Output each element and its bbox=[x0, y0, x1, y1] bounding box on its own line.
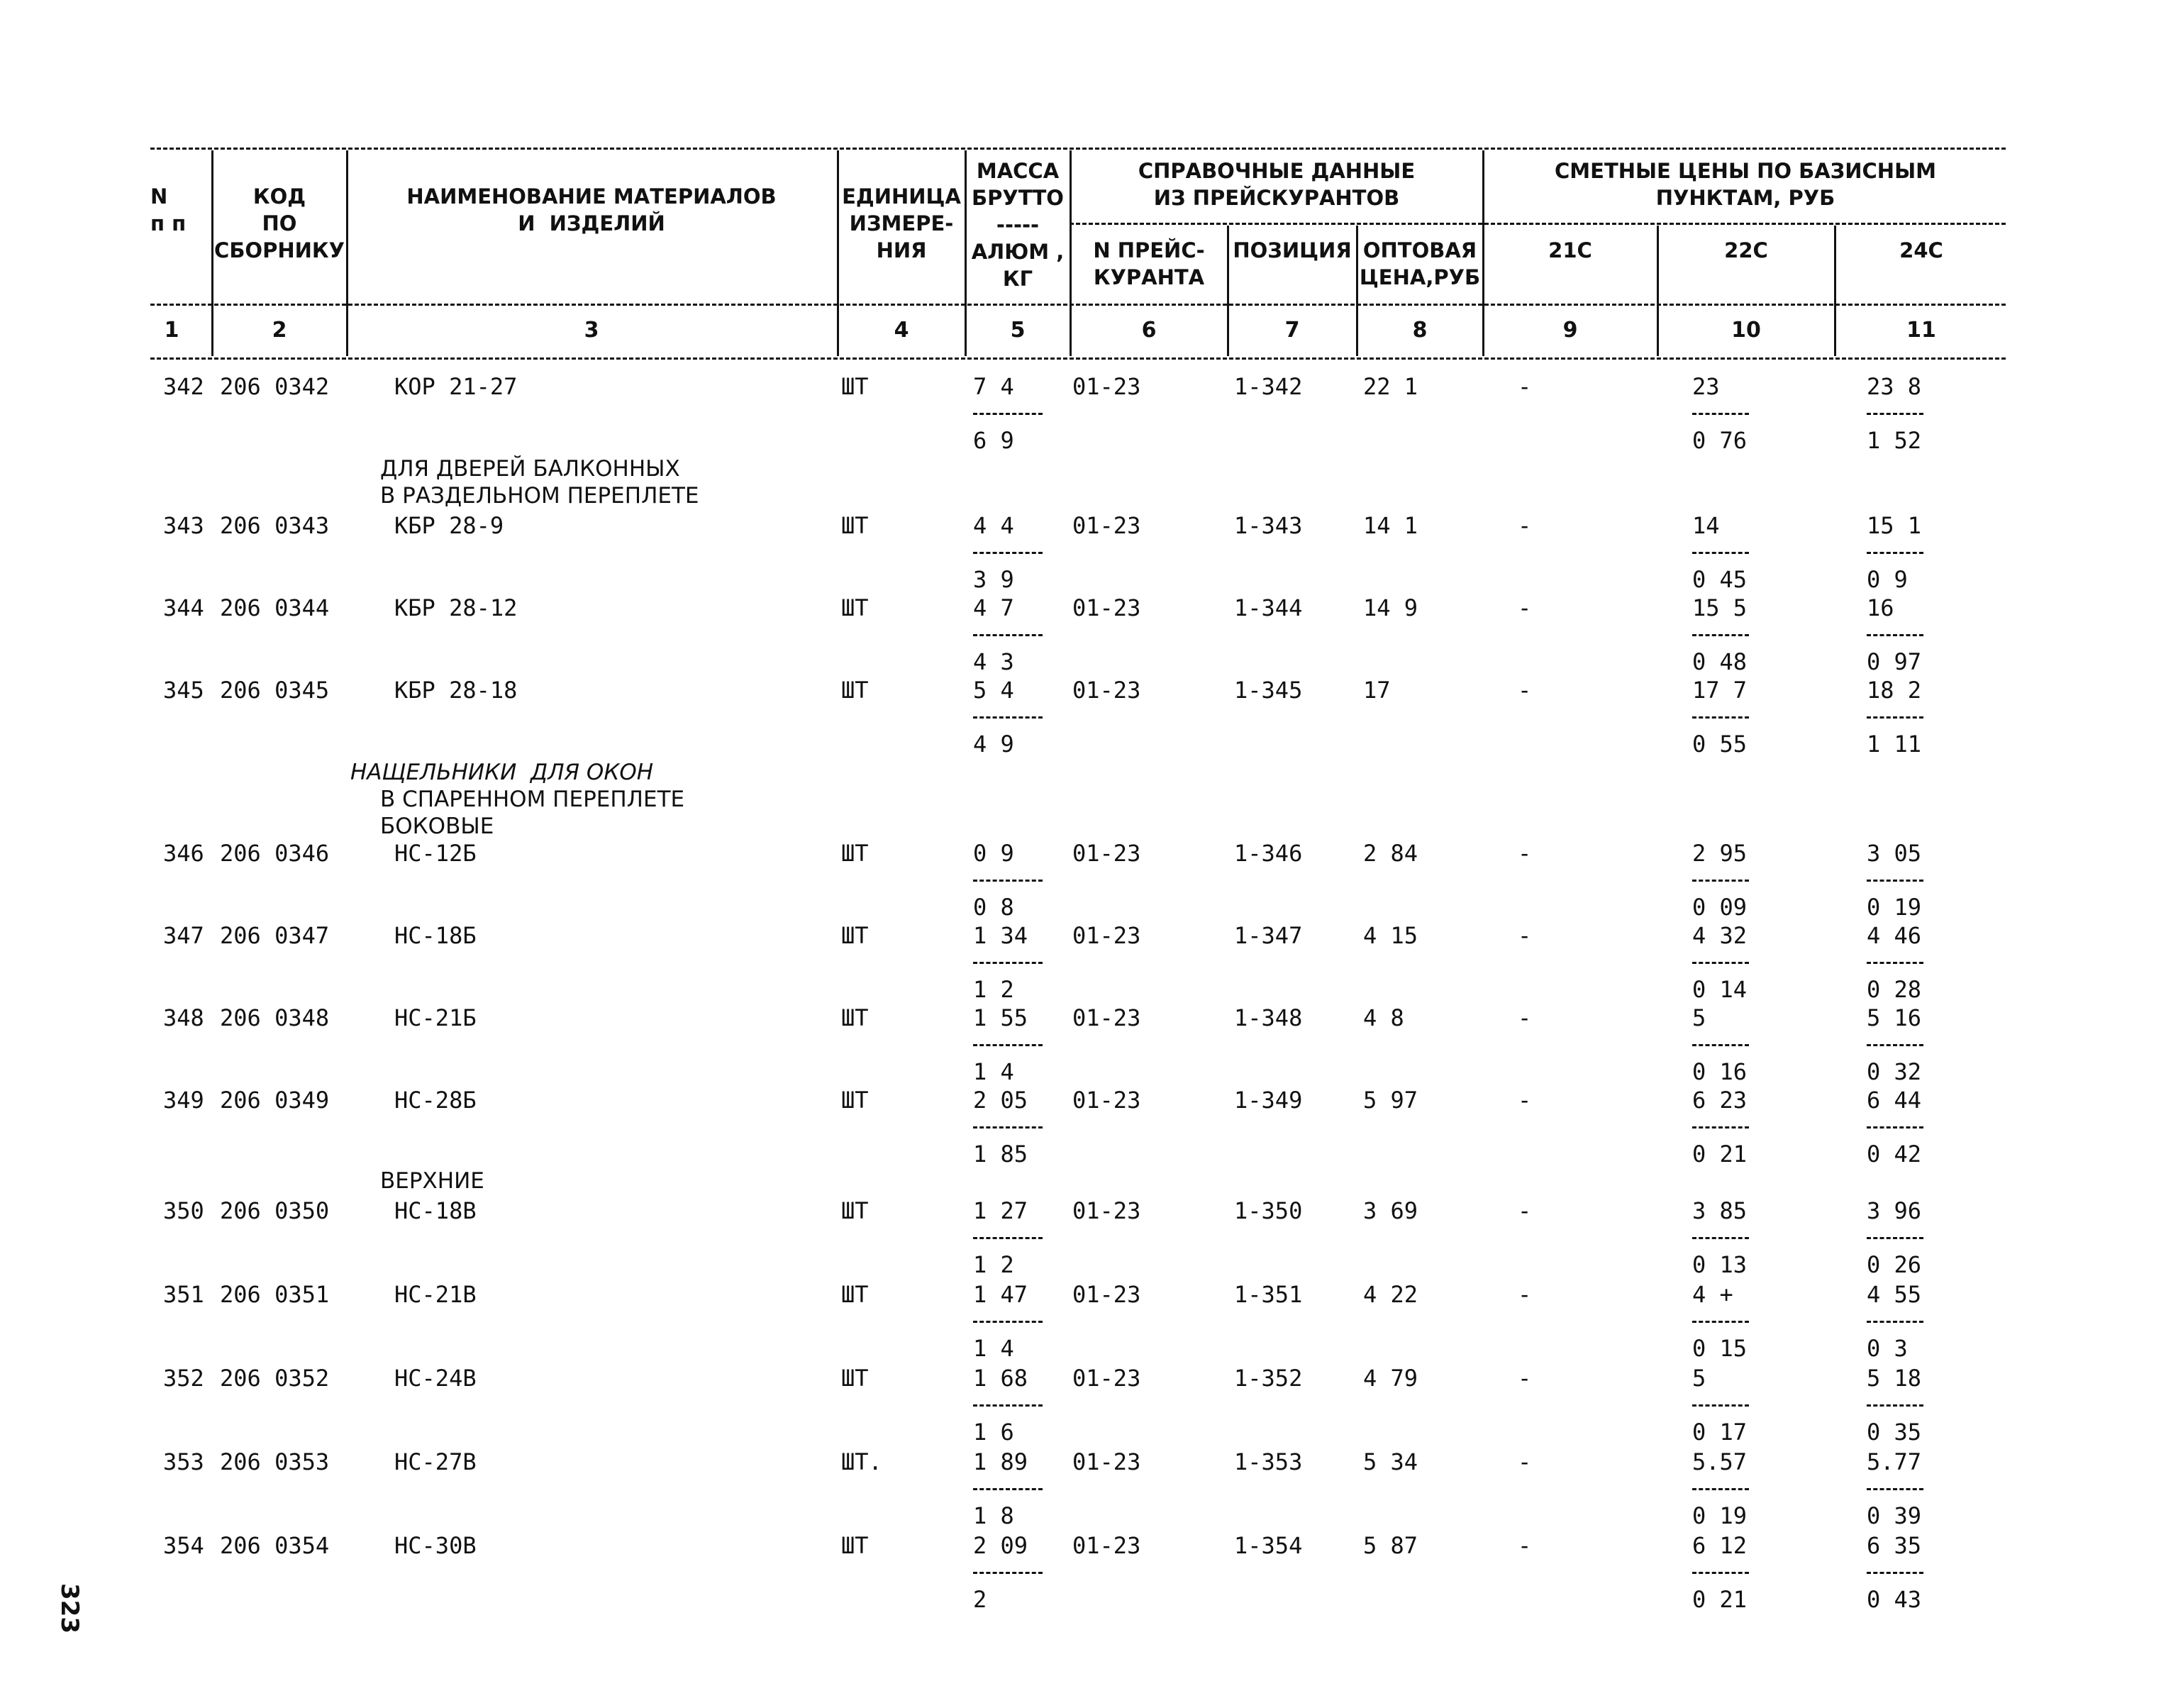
cell-p24b: 1 52 bbox=[1867, 427, 1922, 454]
cell-p21: - bbox=[1518, 594, 1532, 621]
cell-p24: 4 55 bbox=[1867, 1281, 1922, 1308]
cell-n: 350 bbox=[163, 1197, 204, 1224]
vsep-9 bbox=[1657, 226, 1659, 356]
cell-p24b: 0 9 bbox=[1867, 566, 1908, 593]
fraction-bar bbox=[1867, 962, 1923, 964]
cell-price: 4 15 bbox=[1363, 922, 1418, 949]
cell-alum: 2 bbox=[973, 1586, 987, 1613]
cell-unit: ШТ bbox=[841, 1087, 869, 1114]
top-rule bbox=[150, 148, 2006, 150]
cell-unit: ШТ. bbox=[841, 1448, 882, 1475]
page-number: 323 bbox=[55, 1583, 84, 1634]
cell-code: 206 0349 bbox=[220, 1087, 330, 1114]
header-bottom-rule bbox=[150, 304, 2006, 306]
cell-code: 206 0343 bbox=[220, 512, 330, 539]
fraction-bar bbox=[973, 1572, 1043, 1574]
cell-pos: 1-348 bbox=[1234, 1004, 1303, 1031]
colnum-2: 2 bbox=[272, 318, 287, 343]
colnum-1: 1 bbox=[164, 318, 179, 343]
fraction-bar bbox=[1867, 1321, 1923, 1323]
cell-p24: 5 18 bbox=[1867, 1365, 1922, 1392]
cell-alum: 1 8 bbox=[973, 1502, 1014, 1529]
fraction-bar bbox=[1692, 1126, 1749, 1128]
fraction-bar bbox=[973, 880, 1043, 882]
cell-p24b: 0 97 bbox=[1867, 648, 1922, 675]
fraction-bar bbox=[1867, 1126, 1923, 1128]
fraction-bar bbox=[1692, 1044, 1749, 1046]
cell-prl: 01-23 bbox=[1072, 1197, 1141, 1224]
cell-mass: 1 27 bbox=[973, 1197, 1028, 1224]
fraction-bar bbox=[1692, 552, 1749, 554]
colnum-bottom-rule bbox=[150, 357, 2006, 360]
header-ref-group: СПРАВОЧНЫЕ ДАННЫЕ ИЗ ПРЕЙСКУРАНТОВ bbox=[1138, 159, 1416, 210]
cell-p22: 5 bbox=[1692, 1004, 1706, 1031]
colnum-10: 10 bbox=[1731, 318, 1761, 343]
cell-name: НС-27В bbox=[394, 1448, 477, 1475]
cell-p22b: 0 14 bbox=[1692, 976, 1748, 1003]
cell-name: НС-28Б bbox=[394, 1087, 477, 1114]
section-heading: В СПАРЕННОМ ПЕРЕПЛЕТЕ БОКОВЫЕ bbox=[380, 787, 685, 839]
vsep-8 bbox=[1482, 150, 1484, 356]
fraction-bar bbox=[1867, 880, 1923, 882]
cell-alum: 1 2 bbox=[973, 1251, 1014, 1278]
subheader-rule bbox=[1070, 223, 2006, 225]
colnum-5: 5 bbox=[1010, 318, 1026, 343]
fraction-bar bbox=[1867, 1237, 1923, 1239]
fraction-bar bbox=[1692, 634, 1749, 636]
fraction-bar bbox=[1692, 1572, 1749, 1574]
cell-code: 206 0346 bbox=[220, 840, 330, 867]
cell-p22: 14 bbox=[1692, 512, 1720, 539]
section-heading: ДЛЯ ДВЕРЕЙ БАЛКОННЫХ В РАЗДЕЛЬНОМ ПЕРЕПЛЕТЕ bbox=[380, 456, 699, 509]
cell-p22: 6 12 bbox=[1692, 1532, 1748, 1559]
cell-unit: ШТ bbox=[841, 1532, 869, 1559]
cell-prl: 01-23 bbox=[1072, 1087, 1141, 1114]
header-price-group: СМЕТНЫЕ ЦЕНЫ ПО БАЗИСНЫМ ПУНКТАМ, РУБ bbox=[1555, 159, 1936, 210]
cell-prl: 01-23 bbox=[1072, 1004, 1141, 1031]
cell-p24: 4 46 bbox=[1867, 922, 1922, 949]
fraction-bar bbox=[1692, 1488, 1749, 1490]
cell-pos: 1-352 bbox=[1234, 1365, 1303, 1392]
cell-pos: 1-344 bbox=[1234, 594, 1303, 621]
cell-prl: 01-23 bbox=[1072, 840, 1141, 867]
cell-alum: 1 2 bbox=[973, 976, 1014, 1003]
cell-mass: 0 9 bbox=[973, 840, 1014, 867]
cell-prl: 01-23 bbox=[1072, 373, 1141, 400]
cell-price: 4 79 bbox=[1363, 1365, 1418, 1392]
cell-alum: 4 9 bbox=[973, 731, 1014, 758]
colnum-9: 9 bbox=[1562, 318, 1578, 343]
header-col11: 24С bbox=[1899, 238, 1943, 262]
vsep-7 bbox=[1356, 226, 1358, 356]
cell-prl: 01-23 bbox=[1072, 922, 1141, 949]
cell-pos: 1-346 bbox=[1234, 840, 1303, 867]
cell-p24b: 0 28 bbox=[1867, 976, 1922, 1003]
cell-mass: 1 55 bbox=[973, 1004, 1028, 1031]
cell-pos: 1-347 bbox=[1234, 922, 1303, 949]
fraction-bar bbox=[1867, 716, 1923, 719]
cell-price: 5 34 bbox=[1363, 1448, 1418, 1475]
cell-unit: ШТ bbox=[841, 594, 869, 621]
vsep-2 bbox=[346, 150, 348, 356]
cell-p21: - bbox=[1518, 1197, 1532, 1224]
fraction-bar bbox=[973, 1237, 1043, 1239]
cell-p24: 15 1 bbox=[1867, 512, 1922, 539]
cell-p21: - bbox=[1518, 1281, 1532, 1308]
cell-price: 5 97 bbox=[1363, 1087, 1418, 1114]
cell-alum: 3 9 bbox=[973, 566, 1014, 593]
cell-p24: 5 16 bbox=[1867, 1004, 1922, 1031]
cell-p22: 6 23 bbox=[1692, 1087, 1748, 1114]
fraction-bar bbox=[973, 1488, 1043, 1490]
cell-p22b: 0 21 bbox=[1692, 1586, 1748, 1613]
cell-code: 206 0351 bbox=[220, 1281, 330, 1308]
cell-name: НС-30В bbox=[394, 1532, 477, 1559]
cell-prl: 01-23 bbox=[1072, 1365, 1141, 1392]
cell-p24b: 0 32 bbox=[1867, 1058, 1922, 1085]
header-col3: НАИМЕНОВАНИЕ МАТЕРИАЛОВ И ИЗДЕЛИЙ bbox=[406, 184, 777, 235]
cell-mass: 1 68 bbox=[973, 1365, 1028, 1392]
cell-p24b: 0 3 bbox=[1867, 1335, 1908, 1362]
cell-code: 206 0347 bbox=[220, 922, 330, 949]
cell-p22b: 0 17 bbox=[1692, 1419, 1748, 1446]
cell-p22: 3 85 bbox=[1692, 1197, 1748, 1224]
cell-p21: - bbox=[1518, 922, 1532, 949]
cell-code: 206 0342 bbox=[220, 373, 330, 400]
cell-pos: 1-345 bbox=[1234, 677, 1303, 704]
cell-n: 348 bbox=[163, 1004, 204, 1031]
vsep-6 bbox=[1227, 226, 1229, 356]
cell-p22b: 0 19 bbox=[1692, 1502, 1748, 1529]
cell-unit: ШТ bbox=[841, 1197, 869, 1224]
cell-pos: 1-343 bbox=[1234, 512, 1303, 539]
cell-mass: 7 4 bbox=[973, 373, 1014, 400]
fraction-bar bbox=[973, 716, 1043, 719]
cell-prl: 01-23 bbox=[1072, 677, 1141, 704]
cell-code: 206 0352 bbox=[220, 1365, 330, 1392]
fraction-bar bbox=[973, 413, 1043, 415]
cell-pos: 1-351 bbox=[1234, 1281, 1303, 1308]
cell-p21: - bbox=[1518, 1448, 1532, 1475]
cell-p22: 2 95 bbox=[1692, 840, 1748, 867]
cell-price: 2 84 bbox=[1363, 840, 1418, 867]
cell-mass: 2 05 bbox=[973, 1087, 1028, 1114]
fraction-bar bbox=[1692, 1404, 1749, 1407]
cell-p24b: 0 19 bbox=[1867, 894, 1922, 921]
cell-name: КБР 28-12 bbox=[394, 594, 518, 621]
fraction-bar bbox=[1867, 1572, 1923, 1574]
cell-p22b: 0 76 bbox=[1692, 427, 1748, 454]
cell-n: 344 bbox=[163, 594, 204, 621]
cell-code: 206 0350 bbox=[220, 1197, 330, 1224]
cell-prl: 01-23 bbox=[1072, 1281, 1141, 1308]
cell-name: НС-24В bbox=[394, 1365, 477, 1392]
cell-p21: - bbox=[1518, 373, 1532, 400]
cell-price: 3 69 bbox=[1363, 1197, 1418, 1224]
cell-n: 353 bbox=[163, 1448, 204, 1475]
fraction-bar bbox=[1867, 1404, 1923, 1407]
cell-prl: 01-23 bbox=[1072, 1532, 1141, 1559]
cell-code: 206 0354 bbox=[220, 1532, 330, 1559]
fraction-bar bbox=[973, 962, 1043, 964]
header-col8: ОПТОВАЯ ЦЕНА,РУБ bbox=[1359, 238, 1481, 289]
cell-name: НС-18Б bbox=[394, 922, 477, 949]
colnum-4: 4 bbox=[894, 318, 909, 343]
fraction-bar bbox=[973, 634, 1043, 636]
fraction-bar bbox=[1867, 1044, 1923, 1046]
vsep-5 bbox=[1070, 150, 1072, 356]
fraction-bar bbox=[1867, 1488, 1923, 1490]
cell-n: 351 bbox=[163, 1281, 204, 1308]
cell-p22b: 0 48 bbox=[1692, 648, 1748, 675]
cell-p21: - bbox=[1518, 1365, 1532, 1392]
section-heading: НАЩЕЛЬНИКИ ДЛЯ ОКОН bbox=[350, 760, 654, 785]
cell-p24b: 0 43 bbox=[1867, 1586, 1922, 1613]
cell-p24: 6 44 bbox=[1867, 1087, 1922, 1114]
cell-p21: - bbox=[1518, 677, 1532, 704]
colnum-6: 6 bbox=[1141, 318, 1157, 343]
cell-p21: - bbox=[1518, 1532, 1532, 1559]
fraction-bar bbox=[973, 1321, 1043, 1323]
cell-p24: 5.77 bbox=[1867, 1448, 1922, 1475]
cell-price: 22 1 bbox=[1363, 373, 1418, 400]
cell-p22: 23 bbox=[1692, 373, 1720, 400]
cell-name: КБР 28-18 bbox=[394, 677, 518, 704]
cell-pos: 1-354 bbox=[1234, 1532, 1303, 1559]
cell-p22: 17 7 bbox=[1692, 677, 1748, 704]
cell-price: 17 bbox=[1363, 677, 1391, 704]
header-col7: ПОЗИЦИЯ bbox=[1233, 238, 1352, 262]
cell-p24: 3 05 bbox=[1867, 840, 1922, 867]
cell-unit: ШТ bbox=[841, 1281, 869, 1308]
cell-name: НС-21Б bbox=[394, 1004, 477, 1031]
cell-unit: ШТ bbox=[841, 677, 869, 704]
cell-p22b: 0 21 bbox=[1692, 1141, 1748, 1168]
fraction-bar bbox=[973, 1126, 1043, 1128]
cell-mass: 1 34 bbox=[973, 922, 1028, 949]
cell-pos: 1-349 bbox=[1234, 1087, 1303, 1114]
cell-unit: ШТ bbox=[841, 512, 869, 539]
header-col10: 22С bbox=[1724, 238, 1768, 262]
cell-p24: 18 2 bbox=[1867, 677, 1922, 704]
fraction-bar bbox=[973, 1044, 1043, 1046]
cell-unit: ШТ bbox=[841, 922, 869, 949]
cell-p21: - bbox=[1518, 1004, 1532, 1031]
cell-p22b: 0 15 bbox=[1692, 1335, 1748, 1362]
section-heading: ВЕРХНИЕ bbox=[380, 1168, 484, 1194]
cell-code: 206 0344 bbox=[220, 594, 330, 621]
cell-price: 14 9 bbox=[1363, 594, 1418, 621]
cell-price: 5 87 bbox=[1363, 1532, 1418, 1559]
cell-p22: 15 5 bbox=[1692, 594, 1748, 621]
fraction-bar bbox=[973, 552, 1043, 554]
cell-unit: ШТ bbox=[841, 1365, 869, 1392]
cell-p24: 16 bbox=[1867, 594, 1894, 621]
vsep-4 bbox=[965, 150, 967, 356]
colnum-8: 8 bbox=[1412, 318, 1428, 343]
cell-n: 349 bbox=[163, 1087, 204, 1114]
cell-p22b: 0 16 bbox=[1692, 1058, 1748, 1085]
cell-alum: 1 4 bbox=[973, 1335, 1014, 1362]
cell-p24b: 0 35 bbox=[1867, 1419, 1922, 1446]
cell-n: 352 bbox=[163, 1365, 204, 1392]
cell-mass: 2 09 bbox=[973, 1532, 1028, 1559]
cell-price: 4 8 bbox=[1363, 1004, 1404, 1031]
header-col9: 21С bbox=[1548, 238, 1592, 262]
cell-prl: 01-23 bbox=[1072, 512, 1141, 539]
fraction-bar bbox=[973, 1404, 1043, 1407]
header-col6: N ПРЕЙС- КУРАНТА bbox=[1093, 238, 1205, 289]
cell-p24b: 1 11 bbox=[1867, 731, 1922, 758]
fraction-bar bbox=[1692, 413, 1749, 415]
cell-unit: ШТ bbox=[841, 373, 869, 400]
fraction-bar bbox=[1692, 1237, 1749, 1239]
cell-alum: 1 4 bbox=[973, 1058, 1014, 1085]
fraction-bar bbox=[1692, 962, 1749, 964]
cell-n: 347 bbox=[163, 922, 204, 949]
cell-p22: 5 bbox=[1692, 1365, 1706, 1392]
cell-name: КОР 21-27 bbox=[394, 373, 518, 400]
cell-prl: 01-23 bbox=[1072, 1448, 1141, 1475]
cell-mass: 1 47 bbox=[973, 1281, 1028, 1308]
cell-p22b: 0 55 bbox=[1692, 731, 1748, 758]
cell-name: КБР 28-9 bbox=[394, 512, 504, 539]
colnum-11: 11 bbox=[1906, 318, 1936, 343]
cell-mass: 1 89 bbox=[973, 1448, 1028, 1475]
cell-alum: 6 9 bbox=[973, 427, 1014, 454]
cell-p24b: 0 26 bbox=[1867, 1251, 1922, 1278]
cell-p24: 23 8 bbox=[1867, 373, 1922, 400]
cell-price: 4 22 bbox=[1363, 1281, 1418, 1308]
cell-p21: - bbox=[1518, 1087, 1532, 1114]
cell-mass: 4 7 bbox=[973, 594, 1014, 621]
colnum-3: 3 bbox=[584, 318, 599, 343]
cell-pos: 1-350 bbox=[1234, 1197, 1303, 1224]
vsep-10 bbox=[1834, 226, 1836, 356]
cell-n: 342 bbox=[163, 373, 204, 400]
fraction-bar bbox=[1692, 880, 1749, 882]
cell-p22: 4 32 bbox=[1692, 922, 1748, 949]
cell-mass: 4 4 bbox=[973, 512, 1014, 539]
header-col5: МАССА БРУТТО ----- АЛЮМ , КГ bbox=[971, 159, 1065, 291]
cell-n: 343 bbox=[163, 512, 204, 539]
cell-prl: 01-23 bbox=[1072, 594, 1141, 621]
cell-pos: 1-342 bbox=[1234, 373, 1303, 400]
cell-p22: 4 + bbox=[1692, 1281, 1733, 1308]
fraction-bar bbox=[1867, 552, 1923, 554]
cell-p22: 5.57 bbox=[1692, 1448, 1748, 1475]
fraction-bar bbox=[1867, 413, 1923, 415]
vsep-1 bbox=[211, 150, 213, 356]
cell-p24b: 0 42 bbox=[1867, 1141, 1922, 1168]
cell-n: 346 bbox=[163, 840, 204, 867]
cell-pos: 1-353 bbox=[1234, 1448, 1303, 1475]
header-col1: N п п bbox=[150, 184, 187, 235]
cell-p22b: 0 45 bbox=[1692, 566, 1748, 593]
cell-unit: ШТ bbox=[841, 1004, 869, 1031]
cell-p21: - bbox=[1518, 512, 1532, 539]
cell-p24: 3 96 bbox=[1867, 1197, 1922, 1224]
fraction-bar bbox=[1692, 716, 1749, 719]
cell-name: НС-12Б bbox=[394, 840, 477, 867]
cell-p24b: 0 39 bbox=[1867, 1502, 1922, 1529]
cell-mass: 5 4 bbox=[973, 677, 1014, 704]
cell-p22b: 0 13 bbox=[1692, 1251, 1748, 1278]
cell-p24: 6 35 bbox=[1867, 1532, 1922, 1559]
cell-code: 206 0345 bbox=[220, 677, 330, 704]
cell-n: 354 bbox=[163, 1532, 204, 1559]
header-col4: ЕДИНИЦА ИЗМЕРЕ- НИЯ bbox=[842, 184, 961, 262]
cell-code: 206 0348 bbox=[220, 1004, 330, 1031]
cell-alum: 1 6 bbox=[973, 1419, 1014, 1446]
fraction-bar bbox=[1867, 634, 1923, 636]
cell-alum: 0 8 bbox=[973, 894, 1014, 921]
cell-name: НС-18В bbox=[394, 1197, 477, 1224]
fraction-bar bbox=[1692, 1321, 1749, 1323]
cell-unit: ШТ bbox=[841, 840, 869, 867]
cell-alum: 4 3 bbox=[973, 648, 1014, 675]
vsep-3 bbox=[837, 150, 839, 356]
cell-p22b: 0 09 bbox=[1692, 894, 1748, 921]
colnum-7: 7 bbox=[1284, 318, 1300, 343]
cell-n: 345 bbox=[163, 677, 204, 704]
cell-code: 206 0353 bbox=[220, 1448, 330, 1475]
header-col2: КОД ПО СБОРНИКУ bbox=[214, 184, 345, 262]
cell-price: 14 1 bbox=[1363, 512, 1418, 539]
cell-alum: 1 85 bbox=[973, 1141, 1028, 1168]
cell-p21: - bbox=[1518, 840, 1532, 867]
cell-name: НС-21В bbox=[394, 1281, 477, 1308]
